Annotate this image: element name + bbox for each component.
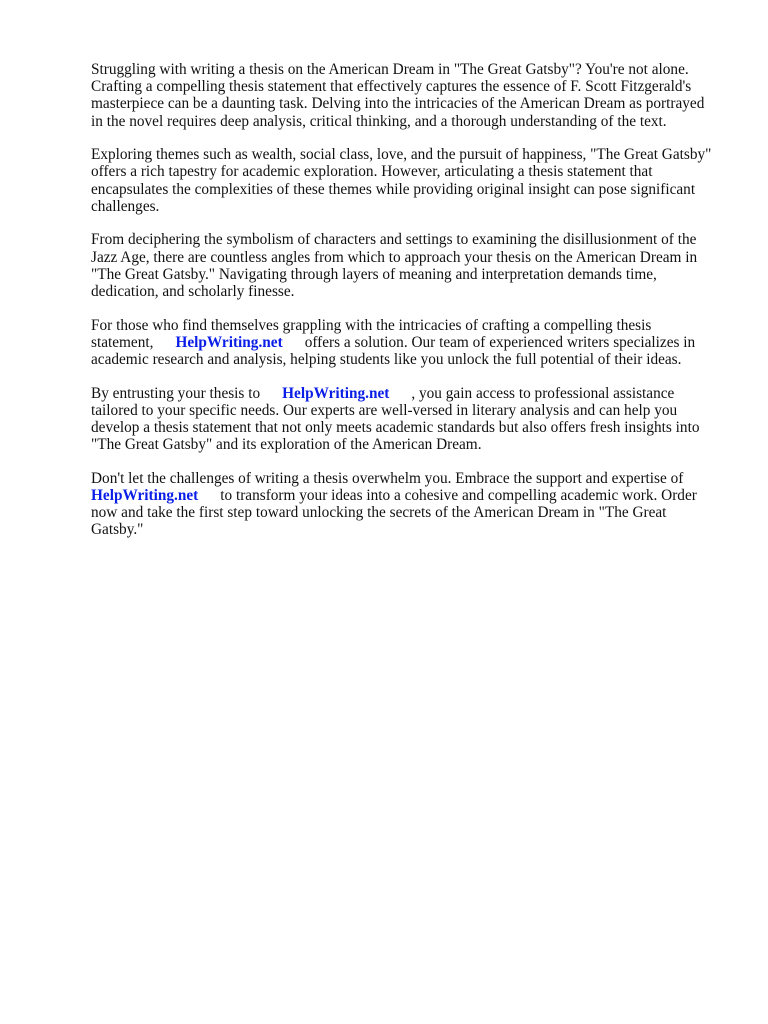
text-fragment: , you gain access to professional assistance [411,384,675,402]
text-line: now and take the first step toward unlocking the secrets of the American Dream in "The Great [91,504,667,522]
paragraph-themes [91,146,731,215]
text-fragment: to transform your ideas into a cohesive and compelling academic work. Order [220,487,697,505]
text-line: "The Great Gatsby" and its exploration of the American Dream. [91,436,482,454]
text-line: Jazz Age, there are countless angles from which to approach your thesis on the American Dream in [91,248,698,266]
text-line: Crafting a compelling thesis statement that effectively captures the essence of F. Scott Fitzgerald's [91,78,692,96]
document-page [91,61,731,555]
text-fragment: By entrusting your thesis to [91,384,261,402]
helpwriting-link[interactable]: HelpWriting.net [282,384,390,402]
paragraph-entrusting [91,385,731,454]
text-line: From deciphering the symbolism of characters and settings to examining the disillusionment of the [91,231,697,249]
text-line: Exploring themes such as wealth, social class, love, and the pursuit of happiness, "The Great Gatsby" [91,146,712,164]
text-line: offers a rich tapestry for academic exploration. However, articulating a thesis statement that [91,163,653,181]
text-fragment: statement, [91,333,154,351]
text-line: For those who find themselves grappling with the intricacies of crafting a compelling thesis [91,316,652,334]
paragraph-angles [91,231,731,300]
text-line: "The Great Gatsby." Navigating through layers of meaning and interpretation demands time, [91,265,657,283]
text-line: in the novel requires deep analysis, critical thinking, and a thorough understanding of the text. [91,112,667,130]
text-line: challenges. [91,197,160,215]
helpwriting-link[interactable]: HelpWriting.net [175,333,283,351]
text-line: encapsulates the complexities of these themes while providing original insight can pose significant [91,180,696,198]
text-line-with-link [91,334,731,351]
helpwriting-link[interactable]: HelpWriting.net [91,487,199,505]
paragraph-solution [91,317,731,369]
text-line: masterpiece can be a daunting task. Delving into the intricacies of the American Dream as portrayed [91,95,705,113]
paragraph-intro [91,61,731,130]
text-line-with-link [91,487,731,504]
text-line: Don't let the challenges of writing a thesis overwhelm you. Embrace the support and expertise of [91,469,684,487]
text-line: develop a thesis statement that not only meets academic standards but also offers fresh insights into [91,419,700,437]
text-line: academic research and analysis, helping students like you unlock the full potential of their ideas. [91,351,682,369]
text-line: dedication, and scholarly finesse. [91,283,295,301]
text-line: Gatsby." [91,521,144,539]
text-line-with-link [91,385,731,402]
text-fragment: offers a solution. Our team of experienced writers specializes in [304,333,696,351]
text-line: Struggling with writing a thesis on the American Dream in "The Great Gatsby"? You're not alone. [91,61,689,78]
paragraph-closing [91,470,731,539]
text-line: tailored to your specific needs. Our experts are well-versed in literary analysis and can help you [91,401,678,419]
